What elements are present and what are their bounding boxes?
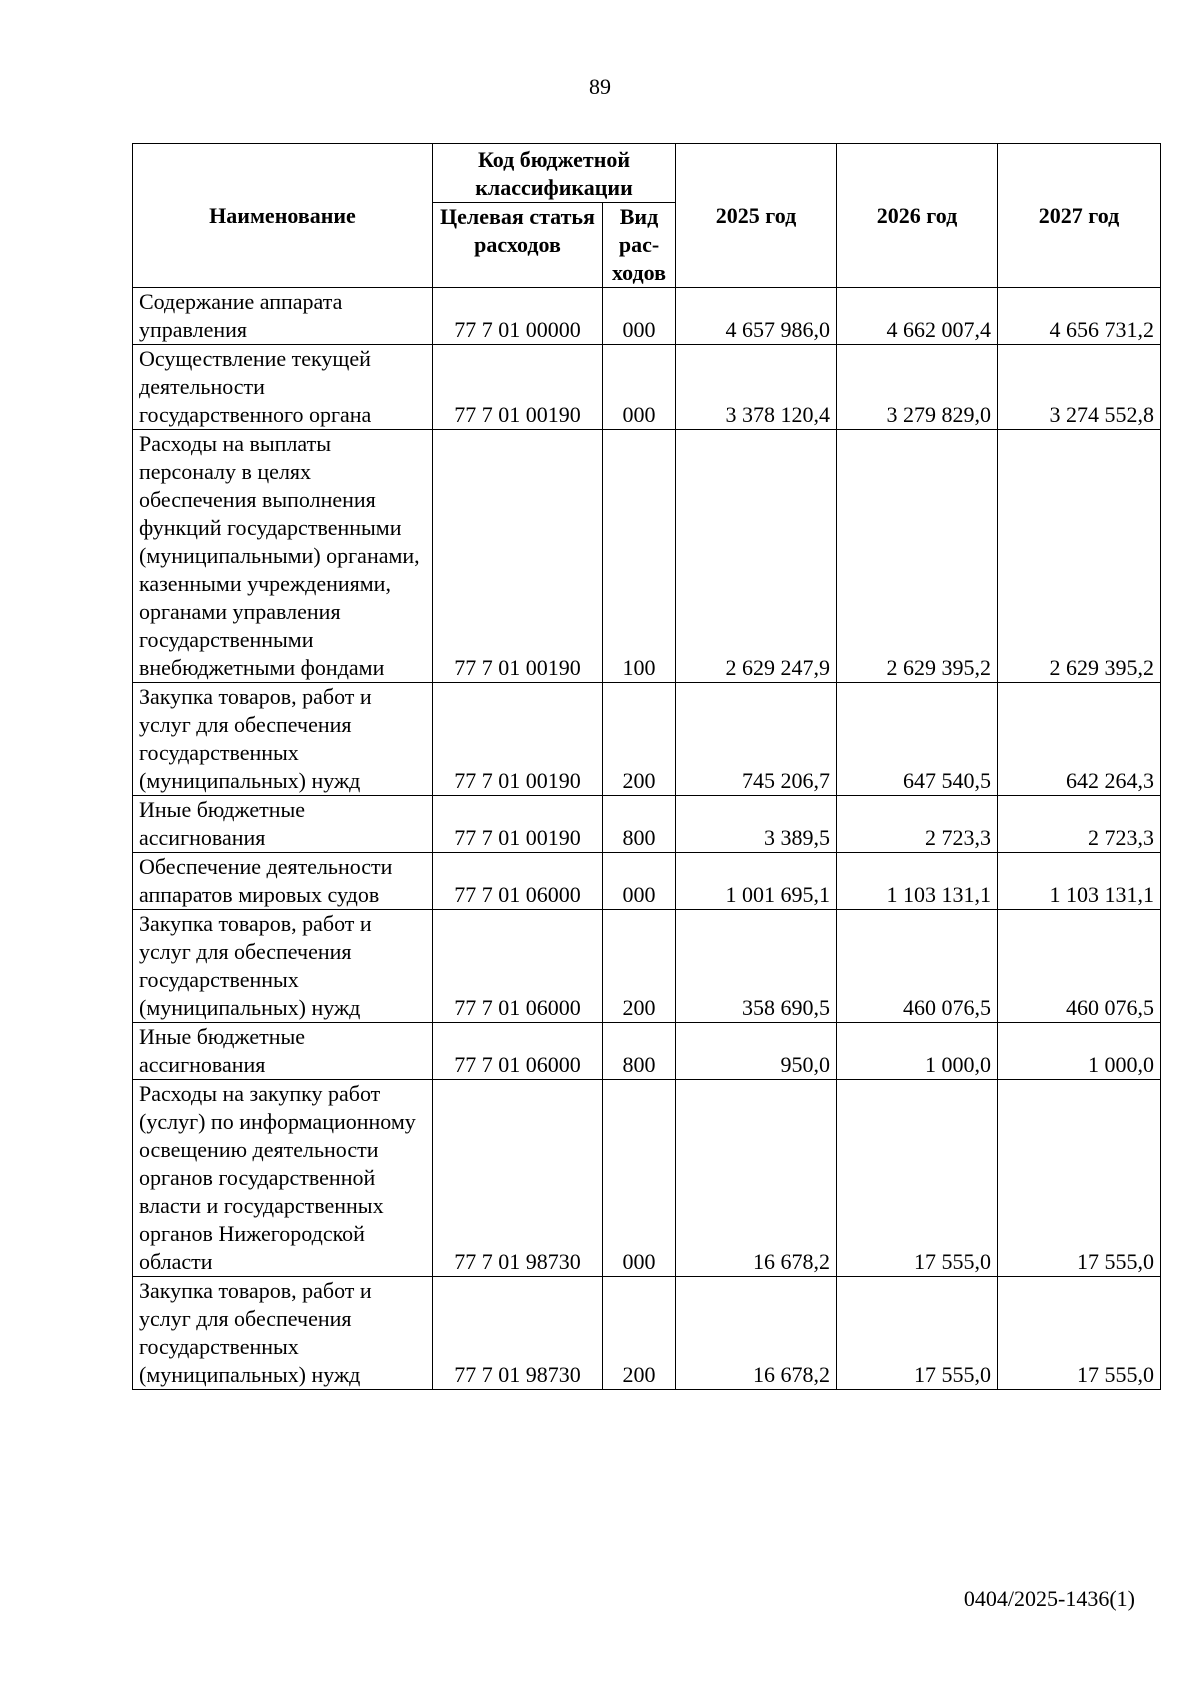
row-name: Иные бюджетные ассигнования [133, 1023, 433, 1080]
row-name: Содержание аппарата управления [133, 288, 433, 345]
header-year-2026: 2026 год [837, 144, 998, 288]
row-value-2027: 2 629 395,2 [998, 430, 1161, 683]
table-row [133, 288, 1161, 345]
row-value-2025: 16 678,2 [676, 1277, 837, 1390]
row-value-2025: 3 378 120,4 [676, 345, 837, 430]
row-value-2025: 3 389,5 [676, 796, 837, 853]
row-expense-type: 000 [603, 288, 676, 345]
row-value-2026: 3 279 829,0 [837, 345, 998, 430]
table-row [133, 683, 1161, 796]
row-target-article: 77 7 01 00190 [433, 345, 603, 430]
row-name: Закупка товаров, работ и услуг для обеспечения государственных (муниципальных) нужд [133, 910, 433, 1023]
row-target-article: 77 7 01 00190 [433, 796, 603, 853]
header-year-2027: 2027 год [998, 144, 1161, 288]
row-value-2026: 17 555,0 [837, 1277, 998, 1390]
row-value-2027: 4 656 731,2 [998, 288, 1161, 345]
row-expense-type: 000 [603, 345, 676, 430]
row-target-article: 77 7 01 00000 [433, 288, 603, 345]
row-value-2027: 1 000,0 [998, 1023, 1161, 1080]
header-target-article: Целевая статья расходов [433, 203, 603, 288]
row-value-2025: 4 657 986,0 [676, 288, 837, 345]
row-expense-type: 000 [603, 1080, 676, 1277]
table-row [133, 910, 1161, 1023]
table-row [133, 1080, 1161, 1277]
row-target-article: 77 7 01 00190 [433, 683, 603, 796]
row-value-2025: 358 690,5 [676, 910, 837, 1023]
table-body [133, 288, 1161, 1390]
row-value-2027: 17 555,0 [998, 1080, 1161, 1277]
row-value-2027: 17 555,0 [998, 1277, 1161, 1390]
table-row [133, 853, 1161, 910]
row-name: Закупка товаров, работ и услуг для обеспечения государственных (муниципальных) нужд [133, 683, 433, 796]
row-value-2027: 1 103 131,1 [998, 853, 1161, 910]
row-target-article: 77 7 01 98730 [433, 1277, 603, 1390]
row-name: Расходы на закупку работ (услуг) по информационному освещению деятельности органов государственной власти и государственных органов Нижегородской области [133, 1080, 433, 1277]
row-value-2025: 950,0 [676, 1023, 837, 1080]
row-value-2027: 3 274 552,8 [998, 345, 1161, 430]
row-value-2025: 1 001 695,1 [676, 853, 837, 910]
row-value-2026: 460 076,5 [837, 910, 998, 1023]
row-value-2026: 17 555,0 [837, 1080, 998, 1277]
row-name: Обеспечение деятельности аппаратов мировых судов [133, 853, 433, 910]
table-header [133, 144, 1161, 288]
row-value-2025: 745 206,7 [676, 683, 837, 796]
row-target-article: 77 7 01 00190 [433, 430, 603, 683]
row-value-2026: 2 723,3 [837, 796, 998, 853]
header-year-2025: 2025 год [676, 144, 837, 288]
row-value-2027: 460 076,5 [998, 910, 1161, 1023]
row-value-2026: 1 000,0 [837, 1023, 998, 1080]
row-target-article: 77 7 01 06000 [433, 910, 603, 1023]
row-value-2027: 2 723,3 [998, 796, 1161, 853]
header-expense-type: Вид рас- ходов [603, 203, 676, 288]
row-value-2026: 2 629 395,2 [837, 430, 998, 683]
row-expense-type: 200 [603, 1277, 676, 1390]
header-code-group: Код бюджетной классификации [433, 144, 676, 203]
page-number: 89 [589, 74, 611, 99]
header-name: Наименование [133, 144, 433, 288]
row-target-article: 77 7 01 98730 [433, 1080, 603, 1277]
document-id: 0404/2025-1436(1) [963, 1586, 1135, 1611]
table-row [133, 1023, 1161, 1080]
table-row [133, 430, 1161, 683]
row-name: Расходы на выплаты персоналу в целях обеспечения выполнения функций государственными (муниципальными) органами, казенными учреждениями, органами управления государственными внебюджетными фондами [133, 430, 433, 683]
row-expense-type: 100 [603, 430, 676, 683]
row-value-2025: 16 678,2 [676, 1080, 837, 1277]
row-value-2027: 642 264,3 [998, 683, 1161, 796]
row-value-2026: 4 662 007,4 [837, 288, 998, 345]
row-name: Закупка товаров, работ и услуг для обеспечения государственных (муниципальных) нужд [133, 1277, 433, 1390]
table-row [133, 796, 1161, 853]
table-row [133, 1277, 1161, 1390]
row-name: Осуществление текущей деятельности государственного органа [133, 345, 433, 430]
budget-table [132, 143, 1161, 1390]
table-row [133, 345, 1161, 430]
row-target-article: 77 7 01 06000 [433, 1023, 603, 1080]
row-value-2025: 2 629 247,9 [676, 430, 837, 683]
row-target-article: 77 7 01 06000 [433, 853, 603, 910]
row-value-2026: 1 103 131,1 [837, 853, 998, 910]
row-name: Иные бюджетные ассигнования [133, 796, 433, 853]
row-expense-type: 800 [603, 796, 676, 853]
row-expense-type: 200 [603, 910, 676, 1023]
row-value-2026: 647 540,5 [837, 683, 998, 796]
row-expense-type: 800 [603, 1023, 676, 1080]
row-expense-type: 000 [603, 853, 676, 910]
row-expense-type: 200 [603, 683, 676, 796]
